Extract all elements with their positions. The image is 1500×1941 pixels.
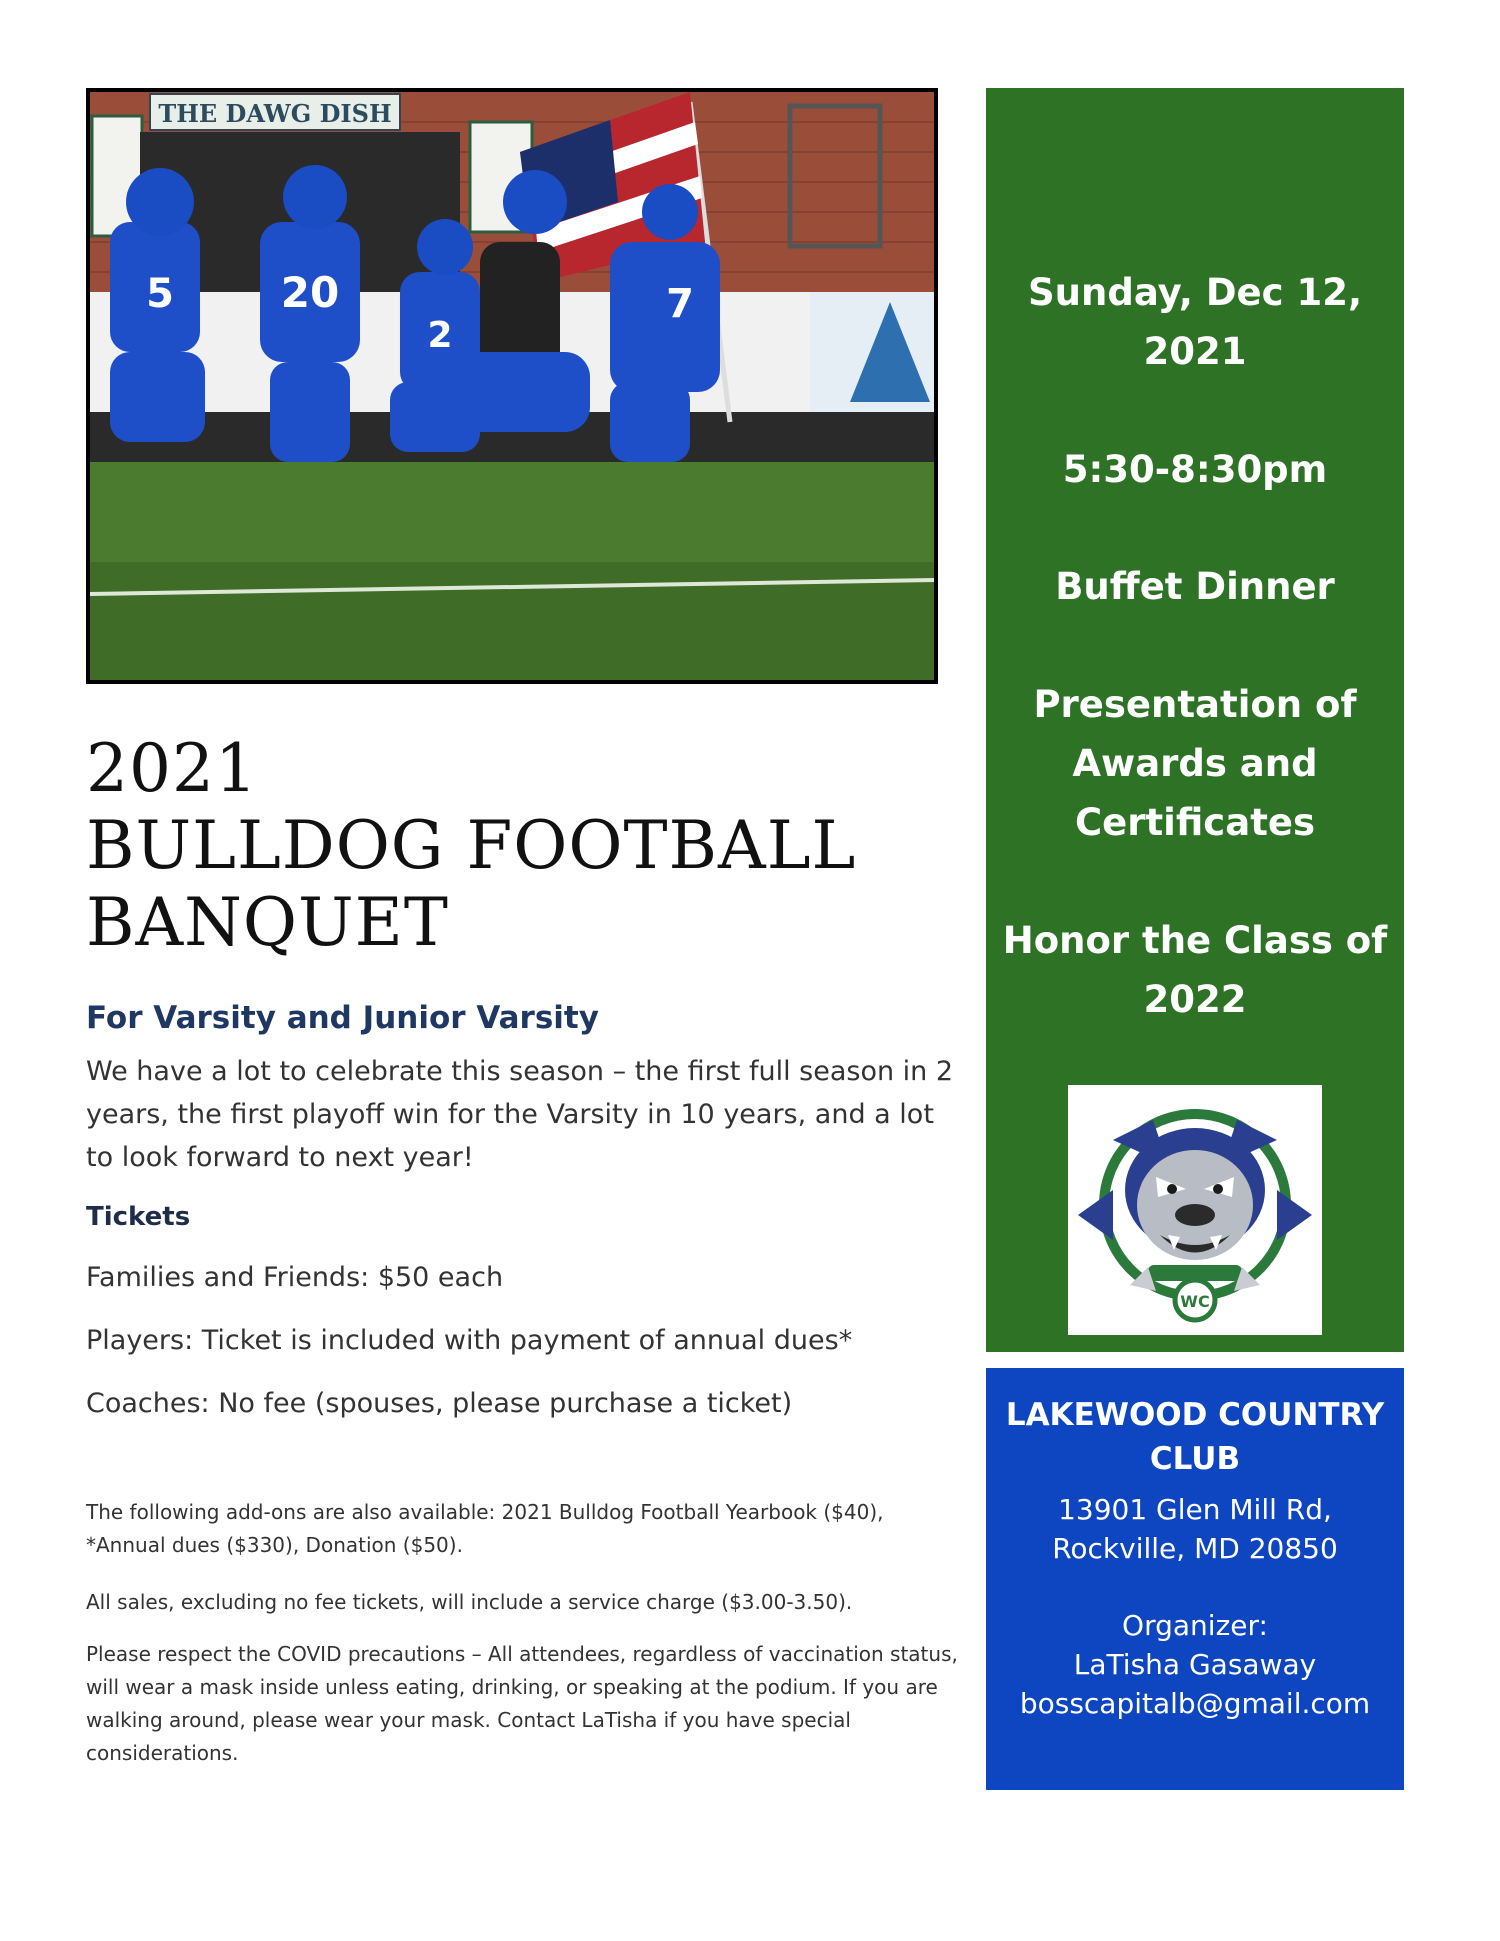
ticket-families: Families and Friends: $50 each xyxy=(86,1262,504,1293)
team-photo-illustration xyxy=(90,92,934,680)
jersey-number-4: 7 xyxy=(666,281,694,327)
title-year: 2021 xyxy=(86,730,258,807)
title-line-1: BULLDOG FOOTBALL xyxy=(86,807,857,884)
ticket-players: Players: Ticket is included with payment of annual dues* xyxy=(86,1325,853,1356)
honor-line-1: Honor the Class of xyxy=(1002,919,1388,962)
jersey-number-3: 2 xyxy=(427,315,453,356)
jersey-number-1: 5 xyxy=(146,271,174,317)
presentation-line-2: Awards and xyxy=(1072,742,1318,785)
event-date-line-2: 2021 xyxy=(1143,330,1247,373)
venue-panel xyxy=(986,1368,1404,1790)
organizer-label: Organizer: xyxy=(1122,1609,1268,1642)
presentation-line-3: Certificates xyxy=(1075,801,1315,844)
honor-line-2: 2022 xyxy=(1143,978,1247,1021)
jersey-number-2: 20 xyxy=(280,268,340,317)
venue-address-line-2: Rockville, MD 20850 xyxy=(1052,1532,1338,1565)
venue-name-line-2: CLUB xyxy=(1149,1441,1241,1477)
bulldog-icon xyxy=(1068,1085,1322,1335)
title-line-2: BANQUET xyxy=(86,884,449,961)
venue-name-line-1: LAKEWOOD COUNTRY xyxy=(1005,1397,1385,1433)
venue-name xyxy=(986,1393,1404,1481)
team-photo xyxy=(86,88,938,684)
field-shade xyxy=(90,562,934,680)
bulldog-logo xyxy=(1068,1085,1322,1335)
organizer-name: LaTisha Gasaway xyxy=(1073,1648,1317,1681)
intro-paragraph: We have a lot to celebrate this season – the first full season in 2 years, the first playoff win for the Varsity in 10 years, and a lot to look forward to next year! xyxy=(86,1056,954,1173)
concession-sign-text: THE DAWG DISH xyxy=(158,99,392,128)
subtitle: For Varsity and Junior Varsity xyxy=(86,1000,599,1036)
venue-address-line-1: 13901 Glen Mill Rd, xyxy=(1058,1493,1332,1526)
ticket-coaches: Coaches: No fee (spouses, please purchase a ticket) xyxy=(86,1388,793,1419)
event-details-panel xyxy=(986,88,1404,1352)
presentation-line-1: Presentation of xyxy=(1033,683,1357,726)
event-date-line-1: Sunday, Dec 12, xyxy=(1028,271,1362,314)
service-charge-note: All sales, excluding no fee tickets, will include a service charge ($3.00-3.50). xyxy=(86,1590,853,1614)
addons-note: The following add-ons are also available: 2021 Bulldog Football Yearbook ($40), *Annual dues ($330), Donation ($50). xyxy=(86,1500,884,1557)
banquet-title xyxy=(86,730,946,961)
tickets-heading: Tickets xyxy=(86,1202,191,1232)
event-dinner: Buffet Dinner xyxy=(1055,565,1335,608)
covid-note: Please respect the COVID precautions – All attendees, regardless of vaccination status, will wear a mask inside unless eating, drinking, or speaking at the podium. If you are walking around, please wear your mask. Contact LaTisha if you have special considerations. xyxy=(86,1642,958,1765)
organizer-email[interactable]: bosscapitalb@gmail.com xyxy=(1019,1687,1371,1720)
event-time: 5:30-8:30pm xyxy=(1062,448,1328,491)
logo-monogram: WC xyxy=(1180,1292,1210,1311)
